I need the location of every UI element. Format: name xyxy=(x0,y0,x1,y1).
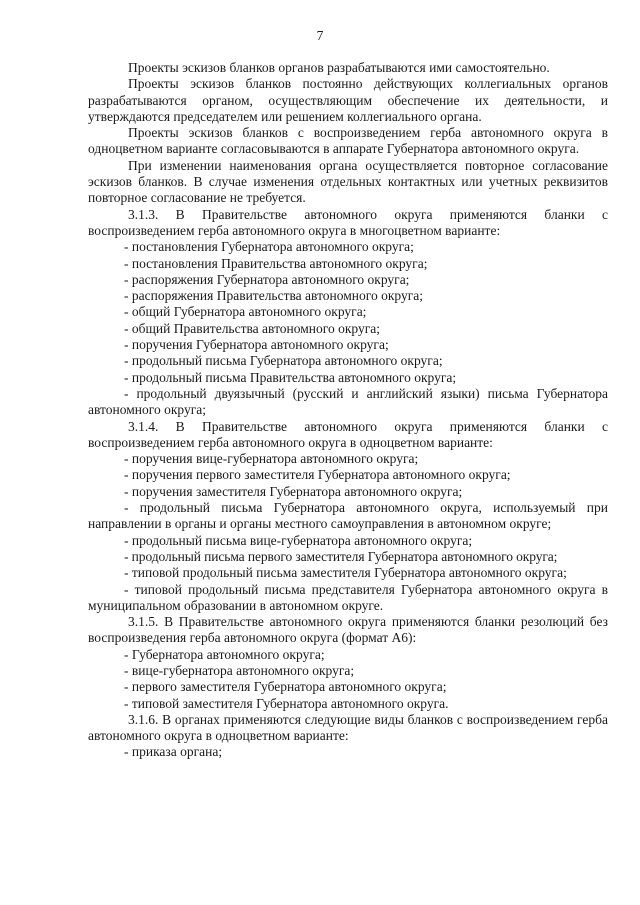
paragraph: При изменении наименования органа осуществляется повторное согласование эскизов бланков. В случае изменения отдельных контактных или учетных реквизитов повторное согласование не требуется. xyxy=(88,157,608,206)
page-number: 7 xyxy=(316,28,324,43)
list-item: - продольный письма Правительства автономного округа; xyxy=(124,369,457,385)
list-item: - продольный письма Губернатора автономного округа; xyxy=(124,353,443,369)
section-3-1-4: 3.1.4. В Правительстве автономного округа применяются бланки с воспроизведением герба автономного округа в одноцветном варианте: xyxy=(88,418,608,450)
list-item: - вице-губернатора автономного округа; xyxy=(124,662,355,678)
list-item: - продольный письма вице-губернатора автономного округа; xyxy=(124,532,473,548)
list-item: - продольный двуязычный (русский и английский языки) письма Губернатора автономного округа; xyxy=(88,385,608,418)
list-item: - Губернатора автономного округа; xyxy=(124,646,325,662)
list-item: - поручения вице-губернатора автономного округа; xyxy=(124,451,419,467)
list-item: - постановления Губернатора автономного округа; xyxy=(124,239,414,255)
document-body xyxy=(88,60,608,761)
list-item: - поручения Губернатора автономного округа; xyxy=(124,337,389,353)
list-item: - приказа органа; xyxy=(124,744,223,760)
list-item: - распоряжения Правительства автономного округа; xyxy=(124,288,424,304)
list-item: - поручения заместителя Губернатора автономного округа; xyxy=(124,483,463,499)
list-item: - продольный письма первого заместителя Губернатора автономного округа; xyxy=(124,548,558,564)
section-3-1-5: 3.1.5. В Правительстве автономного округа применяются бланки резолюций без воспроизведения герба автономного округа (формат А6): xyxy=(88,614,608,646)
list-item: - распоряжения Губернатора автономного округа; xyxy=(124,271,410,287)
list-item: - продольный письма Губернатора автономного округа, используемый при направлении в органы и органы местного самоуправления в автономном округе; xyxy=(88,500,608,532)
paragraph: Проекты эскизов бланков постоянно действующих коллегиальных органов разрабатываются органом, осуществляющим обеспечение их деятельности, и утверждаются председателем или решением коллегиального органа. xyxy=(88,76,608,124)
list-item: - типовой продольный письма заместителя Губернатора автономного округа; xyxy=(124,565,567,581)
list-item: - типовой заместителя Губернатора автономного округа. xyxy=(124,695,449,711)
paragraph: Проекты эскизов бланков с воспроизведением герба автономного округа в одноцветном варианте согласовываются в аппарате Губернатора автономного округа. xyxy=(88,125,608,157)
list-item: - общий Губернатора автономного округа; xyxy=(124,304,367,320)
list-item: - поручения первого заместителя Губернатора автономного округа; xyxy=(124,467,511,483)
section-3-1-6: 3.1.6. В органах применяются следующие виды бланков с воспроизведением герба автономного округа в одноцветном варианте: xyxy=(88,711,608,744)
list-item: - первого заместителя Губернатора автономного округа; xyxy=(124,679,447,695)
list-item: - типовой продольный письма представителя Губернатора автономного округа в муниципальном образовании в автономном округе. xyxy=(88,581,608,613)
section-3-1-3: 3.1.3. В Правительстве автономного округа применяются бланки с воспроизведением герба автономного округа в многоцветном варианте: xyxy=(88,206,608,238)
paragraph: Проекты эскизов бланков органов разрабатываются ими самостоятельно. xyxy=(128,60,550,75)
list-item: - общий Правительства автономного округа; xyxy=(124,320,381,336)
list-item: - постановления Правительства автономного округа; xyxy=(124,255,428,271)
